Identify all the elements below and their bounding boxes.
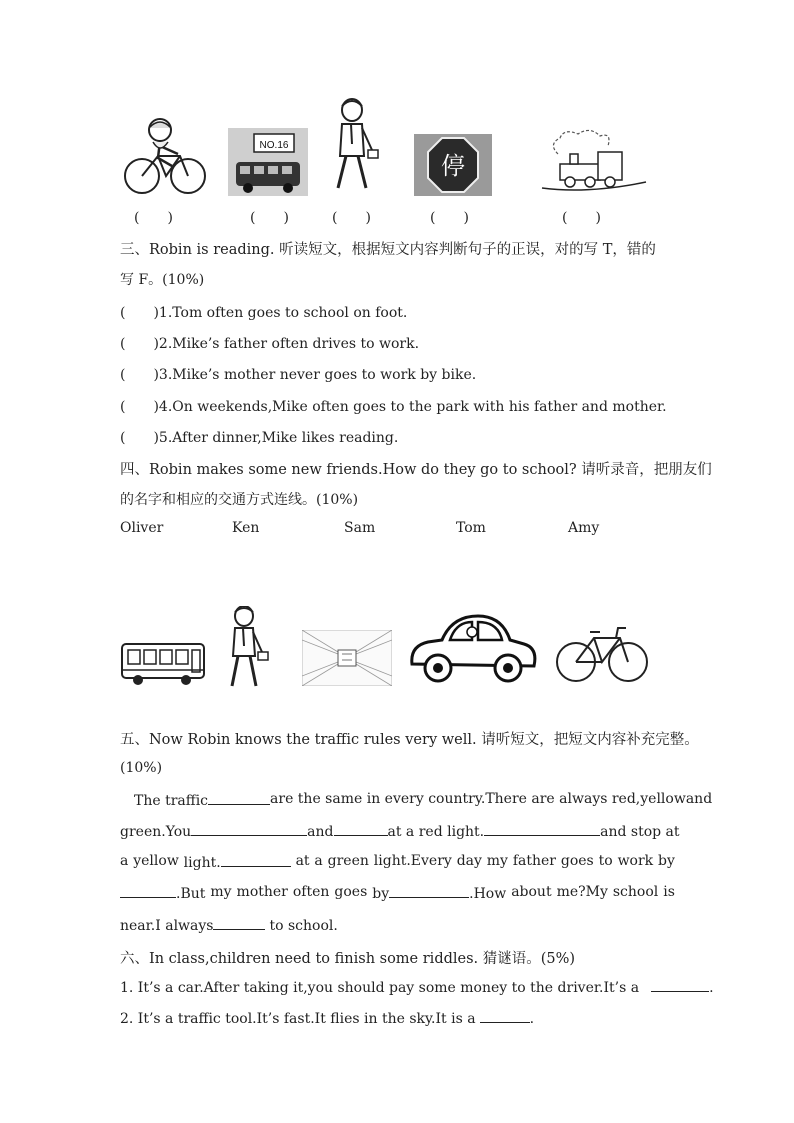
blank-2b[interactable] (245, 822, 307, 836)
section3-item-3: ( )3.Mike’s mother never goes to work by bike. (120, 367, 477, 383)
p3-word-1: a (120, 853, 129, 869)
p3-word-4: at (295, 853, 310, 869)
subway-train-picture (302, 630, 392, 686)
p1-text-2: are the same in every country.There are always red,yellow (270, 791, 686, 807)
p2-text-3: at a red light. (387, 824, 485, 840)
bus-picture (120, 640, 206, 686)
p2-text-2: and (307, 824, 334, 840)
answer-paren-2[interactable]: ( ) (250, 210, 289, 226)
blank-3a[interactable] (221, 853, 291, 867)
answer-paren-1[interactable]: ( ) (134, 210, 173, 226)
riddle-1-text: 1. It’s a car.After taking it,you should pay some money to the driver.It’s a (120, 980, 640, 996)
answer-paren-3[interactable]: ( ) (332, 210, 371, 226)
p5-text-1: near.I always (120, 918, 214, 934)
stop-sign-picture (414, 134, 492, 196)
blank-4b[interactable] (389, 884, 469, 898)
p4-word-5: goes (334, 884, 368, 900)
section3-title-line2: 写 F。(10%) (120, 272, 205, 288)
p3-word-7: light.Every (373, 853, 452, 869)
p3-word-5: a (314, 853, 323, 869)
p4-word-9: me?My (556, 884, 608, 900)
section5-paragraph-line3 (120, 853, 675, 871)
answer-paren-4[interactable]: ( ) (430, 210, 469, 226)
section3-item-2: ( )2.Mike’s father often drives to work. (120, 336, 420, 352)
p3-word-3: light. (183, 855, 221, 871)
blank-2a[interactable] (191, 822, 245, 836)
section5-paragraph-line5 (120, 916, 338, 934)
friend-name-amy: Amy (568, 520, 600, 536)
section3-item-4: ( )4.On weekends,Mike often goes to the park with his father and mother. (120, 399, 667, 415)
p4-word-4: often (292, 884, 330, 900)
p4-word-1: .But (176, 886, 206, 902)
p4-word-3: mother (236, 884, 288, 900)
section5-paragraph-line1 (120, 791, 713, 809)
friend-name-tom: Tom (456, 520, 486, 536)
bus-sign-text: NO.16 (259, 140, 289, 151)
friend-name-sam: Sam (344, 520, 376, 536)
p1-text-1: The traffic (134, 793, 209, 809)
p3-word-8: day (456, 853, 482, 869)
section4-title-line2: 的名字和相应的交通方式连线。(10%) (120, 492, 359, 508)
p4-word-7: .How (469, 886, 507, 902)
blank-2d[interactable] (484, 822, 546, 836)
p5-text-2: to school. (269, 918, 338, 934)
section4-title-line1: 四、Robin makes some new friends.How do they go to school? 请听录音，把朋友们 (120, 462, 712, 478)
section5-paragraph-line2 (120, 822, 680, 840)
stop-sign-character: 停 (441, 152, 465, 180)
riddle-1: 1. It’s a car.After taking it,you should pay some money to the driver.It’s a . (120, 980, 714, 996)
riddle-2-blank[interactable] (480, 1009, 530, 1023)
bicycle-picture (554, 618, 650, 684)
section3-item-1: ( )1.Tom often goes to school on foot. (120, 305, 408, 321)
friend-name-oliver: Oliver (120, 520, 164, 536)
p3-word-14: by (658, 853, 675, 869)
section5-paragraph-line4 (120, 884, 675, 902)
p3-word-13: work (617, 853, 654, 869)
blank-2c[interactable] (334, 822, 388, 836)
p2-text-1: green.You (120, 824, 192, 840)
p4-word-11: is (663, 884, 675, 900)
riddle-2: 2. It’s a traffic tool.It’s fast.It flies in the sky.It is a . (120, 1011, 535, 1027)
section6-title: 六、In class,children need to finish some riddles. 猜谜语。(5%) (120, 951, 576, 967)
riddle-1-blank[interactable] (651, 978, 709, 992)
friend-name-ken: Ken (232, 520, 260, 536)
riddle-2-text: 2. It’s a traffic tool.It’s fast.It flies in the sky.It is a (120, 1011, 476, 1027)
steam-train-picture (538, 124, 648, 196)
car-picture (406, 610, 540, 686)
section5-title-line1: 五、Now Robin knows the traffic rules very well. 请听短文，把短文内容补充完整。 (120, 732, 699, 748)
p1-text-3: and (685, 791, 713, 807)
p2-text-4: and stop at (600, 824, 680, 840)
p3-word-6: green (327, 853, 369, 869)
blank-2e[interactable] (546, 822, 600, 836)
p4-word-8: about (511, 884, 552, 900)
p3-word-11: goes (560, 853, 594, 869)
section5-title-line2: (10%) (120, 760, 163, 776)
answer-paren-5[interactable]: ( ) (562, 210, 601, 226)
blank-traffic[interactable] (208, 791, 270, 805)
p3-word-9: my (486, 853, 508, 869)
walking-man-picture-2 (224, 606, 270, 690)
p4-word-2: my (210, 884, 232, 900)
p3-word-2: yellow (133, 853, 179, 869)
bus-no16-picture (228, 128, 308, 196)
p4-word-6: by (372, 886, 390, 902)
p3-word-10: father (512, 853, 556, 869)
blank-4a[interactable] (120, 884, 176, 898)
p4-word-10: school (612, 884, 659, 900)
blank-5a[interactable] (213, 916, 265, 930)
p3-word-12: to (598, 853, 613, 869)
boy-riding-bike-picture (120, 114, 208, 198)
walking-man-picture (330, 98, 380, 194)
section3-title-line1: 三、Robin is reading. 听读短文，根据短文内容判断句子的正误，对的写 T，错的 (120, 242, 656, 258)
section3-item-5: ( )5.After dinner,Mike likes reading. (120, 430, 399, 446)
